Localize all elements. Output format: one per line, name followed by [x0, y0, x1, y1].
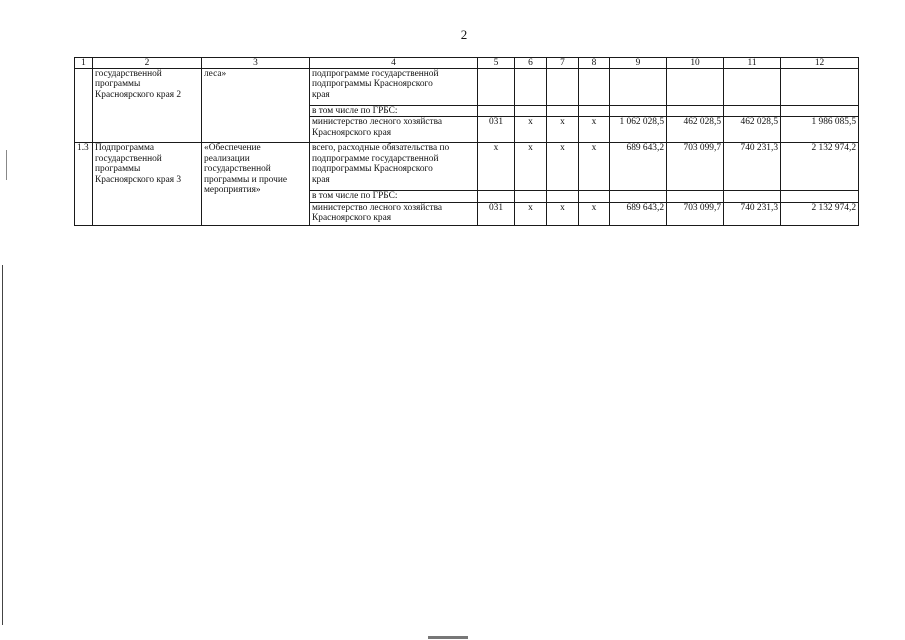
- amount-cell: 1 986 085,5: [781, 117, 859, 143]
- table-row: [75, 69, 859, 106]
- value-cell: [724, 106, 781, 117]
- value-cell: [781, 191, 859, 202]
- amount-cell: 703 099,7: [667, 143, 724, 191]
- value-cell: [579, 191, 610, 202]
- amount-cell: 689 643,2: [610, 202, 667, 225]
- grbs-code-cell: х: [478, 143, 515, 191]
- program-name-cell: государственной программы Красноярского края 2: [93, 69, 202, 143]
- value-cell: [478, 106, 515, 117]
- value-cell: [478, 69, 515, 106]
- subprogram-name-cell: леса»: [202, 69, 310, 143]
- ministry-cell: министерство лесного хозяйства Красноярского края: [310, 202, 478, 225]
- grbs-label-cell: в том числе по ГРБС:: [310, 191, 478, 202]
- value-cell: [515, 69, 547, 106]
- value-cell: [781, 69, 859, 106]
- program-name-cell: Подпрограмма государственной программы Красноярского края 3: [93, 143, 202, 225]
- value-cell: [515, 106, 547, 117]
- column-number: 2: [93, 58, 202, 69]
- scan-mark: [428, 636, 468, 639]
- subprogram-name-cell: «Обеспечение реализации государственной программы и прочие мероприятия»: [202, 143, 310, 225]
- amount-cell: 703 099,7: [667, 202, 724, 225]
- amount-cell: 740 231,3: [724, 143, 781, 191]
- value-cell: [781, 106, 859, 117]
- value-cell: [547, 106, 579, 117]
- column-number: 7: [547, 58, 579, 69]
- grbs-label-cell: в том числе по ГРБС:: [310, 106, 478, 117]
- value-cell: х: [515, 117, 547, 143]
- column-number: 5: [478, 58, 515, 69]
- scan-mark: [6, 150, 7, 180]
- column-number: 8: [579, 58, 610, 69]
- value-cell: [610, 191, 667, 202]
- grbs-code-cell: 031: [478, 202, 515, 225]
- value-cell: [515, 191, 547, 202]
- value-cell: х: [547, 143, 579, 191]
- value-cell: [579, 69, 610, 106]
- amount-cell: 689 643,2: [610, 143, 667, 191]
- value-cell: [610, 69, 667, 106]
- column-number: 9: [610, 58, 667, 69]
- value-cell: х: [579, 117, 610, 143]
- scan-edge-line: [2, 265, 3, 625]
- table-row: [75, 143, 859, 191]
- value-cell: [610, 106, 667, 117]
- column-number: 1: [75, 58, 93, 69]
- amount-cell: 462 028,5: [724, 117, 781, 143]
- value-cell: х: [579, 143, 610, 191]
- amount-cell: 1 062 028,5: [610, 117, 667, 143]
- column-number-row: [75, 58, 859, 69]
- column-number: 12: [781, 58, 859, 69]
- value-cell: х: [515, 143, 547, 191]
- value-cell: [547, 191, 579, 202]
- column-number: 6: [515, 58, 547, 69]
- value-cell: х: [547, 117, 579, 143]
- row-number-cell: 1.3: [75, 143, 93, 225]
- amount-cell: 2 132 974,2: [781, 202, 859, 225]
- amount-cell: 462 028,5: [667, 117, 724, 143]
- page-number: 2: [460, 27, 468, 42]
- value-cell: [724, 69, 781, 106]
- value-cell: [579, 106, 610, 117]
- column-number: 3: [202, 58, 310, 69]
- grbs-code-cell: 031: [478, 117, 515, 143]
- value-cell: [667, 106, 724, 117]
- amount-cell: 2 132 974,2: [781, 143, 859, 191]
- obligation-description-cell: всего, расходные обязательства по подпрограмме государственной подпрограммы Красноярского края: [310, 143, 478, 191]
- column-number: 11: [724, 58, 781, 69]
- budget-table: [74, 57, 859, 226]
- amount-cell: 740 231,3: [724, 202, 781, 225]
- row-number-cell: [75, 69, 93, 143]
- obligation-description-cell: подпрограмме государственной подпрограммы Красноярского края: [310, 69, 478, 106]
- column-number: 10: [667, 58, 724, 69]
- value-cell: [478, 191, 515, 202]
- value-cell: х: [515, 202, 547, 225]
- ministry-cell: министерство лесного хозяйства Красноярского края: [310, 117, 478, 143]
- value-cell: [667, 69, 724, 106]
- value-cell: х: [579, 202, 610, 225]
- value-cell: [667, 191, 724, 202]
- value-cell: [547, 69, 579, 106]
- value-cell: х: [547, 202, 579, 225]
- column-number: 4: [310, 58, 478, 69]
- value-cell: [724, 191, 781, 202]
